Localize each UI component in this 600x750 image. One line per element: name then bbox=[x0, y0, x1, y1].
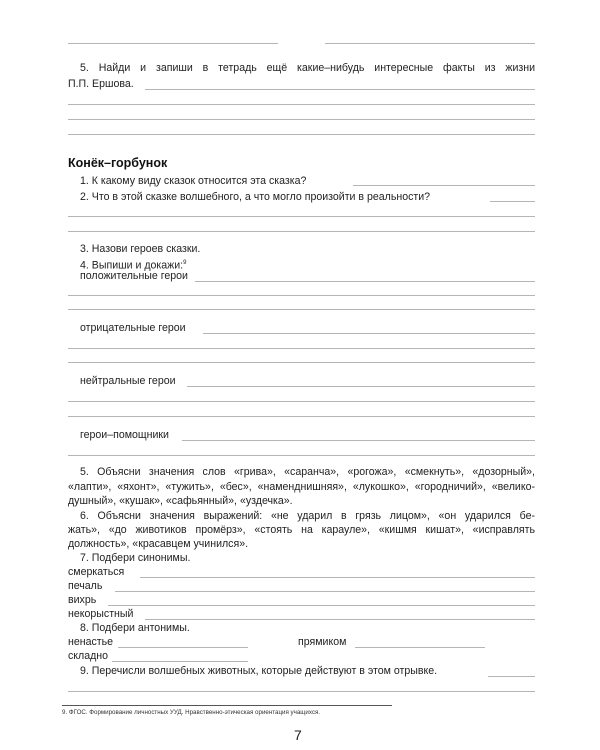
footnote: 9. ФГОС. Формирование личностных УУД. Нравственно-этическая ориентация учащихся. bbox=[62, 709, 321, 716]
page-number: 7 bbox=[294, 727, 302, 743]
answer-line bbox=[145, 89, 535, 90]
question-6-line-1: 6. Объясни значения выражений: «не ударил в грязь лицом», «он ударился бе- bbox=[80, 510, 535, 522]
question-6-line-2: жать», «до животиков промёрз», «стоять на карауле», «кишмя кишат», «исправлять bbox=[68, 524, 535, 536]
synonym-word: печаль bbox=[68, 580, 103, 592]
question-7: 7. Подбери синонимы. bbox=[80, 552, 191, 564]
synonym-word: вихрь bbox=[68, 594, 97, 606]
answer-line bbox=[140, 577, 535, 578]
question-5-line-1: 5. Объясни значения слов «грива», «саранча», «рогожа», «смекнуть», «дозорный», bbox=[80, 466, 535, 478]
answer-line bbox=[353, 185, 535, 186]
answer-line bbox=[68, 119, 535, 120]
question-6-line-3: должность», «красавцем учинился». bbox=[68, 538, 249, 550]
task-5-line-1: 5. Найди и запиши в тетрадь ещё какие–нибудь интересные факты из жизни bbox=[80, 62, 535, 74]
answer-line bbox=[355, 647, 485, 648]
antonym-word: складно bbox=[68, 650, 109, 662]
footnote-mark: 9 bbox=[183, 260, 187, 266]
question-1: 1. К какому виду сказок относится эта сказка? bbox=[80, 175, 307, 187]
answer-line bbox=[118, 647, 248, 648]
section-title: Конёк–горбунок bbox=[68, 156, 168, 170]
answer-line bbox=[195, 281, 535, 282]
question-5-line-3: душный», «кушак», «сафьянный», «уздечка». bbox=[68, 495, 293, 507]
answer-line bbox=[68, 348, 535, 349]
antonym-word: прямиком bbox=[298, 636, 347, 648]
footnote-divider bbox=[62, 705, 392, 706]
neutral-heroes-label: нейтральные герои bbox=[80, 375, 176, 387]
answer-line bbox=[488, 676, 535, 677]
negative-heroes-label: отрицательные герои bbox=[80, 322, 186, 334]
positive-heroes-label: положительные герои bbox=[80, 270, 188, 282]
question-5-line-2: «лапти», «яхонт», «тужить», «бес», «наменднишняя», «лукошко», «городничий», «велико- bbox=[68, 481, 535, 493]
question-3: 3. Назови героев сказки. bbox=[80, 243, 201, 255]
answer-line bbox=[68, 43, 278, 44]
synonym-word: смеркаться bbox=[68, 566, 125, 578]
answer-line bbox=[68, 362, 535, 363]
question-4-text: 4. Выпиши и докажи: bbox=[80, 259, 184, 272]
answer-line bbox=[68, 416, 535, 417]
answer-line bbox=[115, 591, 535, 592]
answer-line bbox=[112, 661, 248, 662]
question-8: 8. Подбери антонимы. bbox=[80, 622, 190, 634]
answer-line bbox=[68, 309, 535, 310]
answer-line bbox=[68, 295, 535, 296]
answer-line bbox=[182, 440, 535, 441]
answer-line bbox=[108, 605, 535, 606]
answer-line bbox=[68, 134, 535, 135]
answer-line bbox=[68, 455, 535, 456]
answer-line bbox=[187, 386, 535, 387]
answer-line bbox=[68, 691, 535, 692]
task-5-line-2: П.П. Ершова. bbox=[68, 78, 134, 90]
answer-line bbox=[68, 231, 535, 232]
answer-line bbox=[490, 201, 535, 202]
helper-heroes-label: герои–помощники bbox=[80, 429, 169, 441]
question-9: 9. Перечисли волшебных животных, которые действуют в этом отрывке. bbox=[80, 665, 438, 677]
answer-line bbox=[68, 104, 535, 105]
answer-line bbox=[325, 43, 535, 44]
answer-line bbox=[68, 401, 535, 402]
answer-line bbox=[68, 216, 535, 217]
antonym-word: ненастье bbox=[68, 636, 114, 648]
question-2: 2. Что в этой сказке волшебного, а что могло произойти в реальности? bbox=[80, 191, 431, 203]
answer-line bbox=[145, 619, 535, 620]
synonym-word: некорыстный bbox=[68, 608, 134, 620]
answer-line bbox=[203, 333, 535, 334]
